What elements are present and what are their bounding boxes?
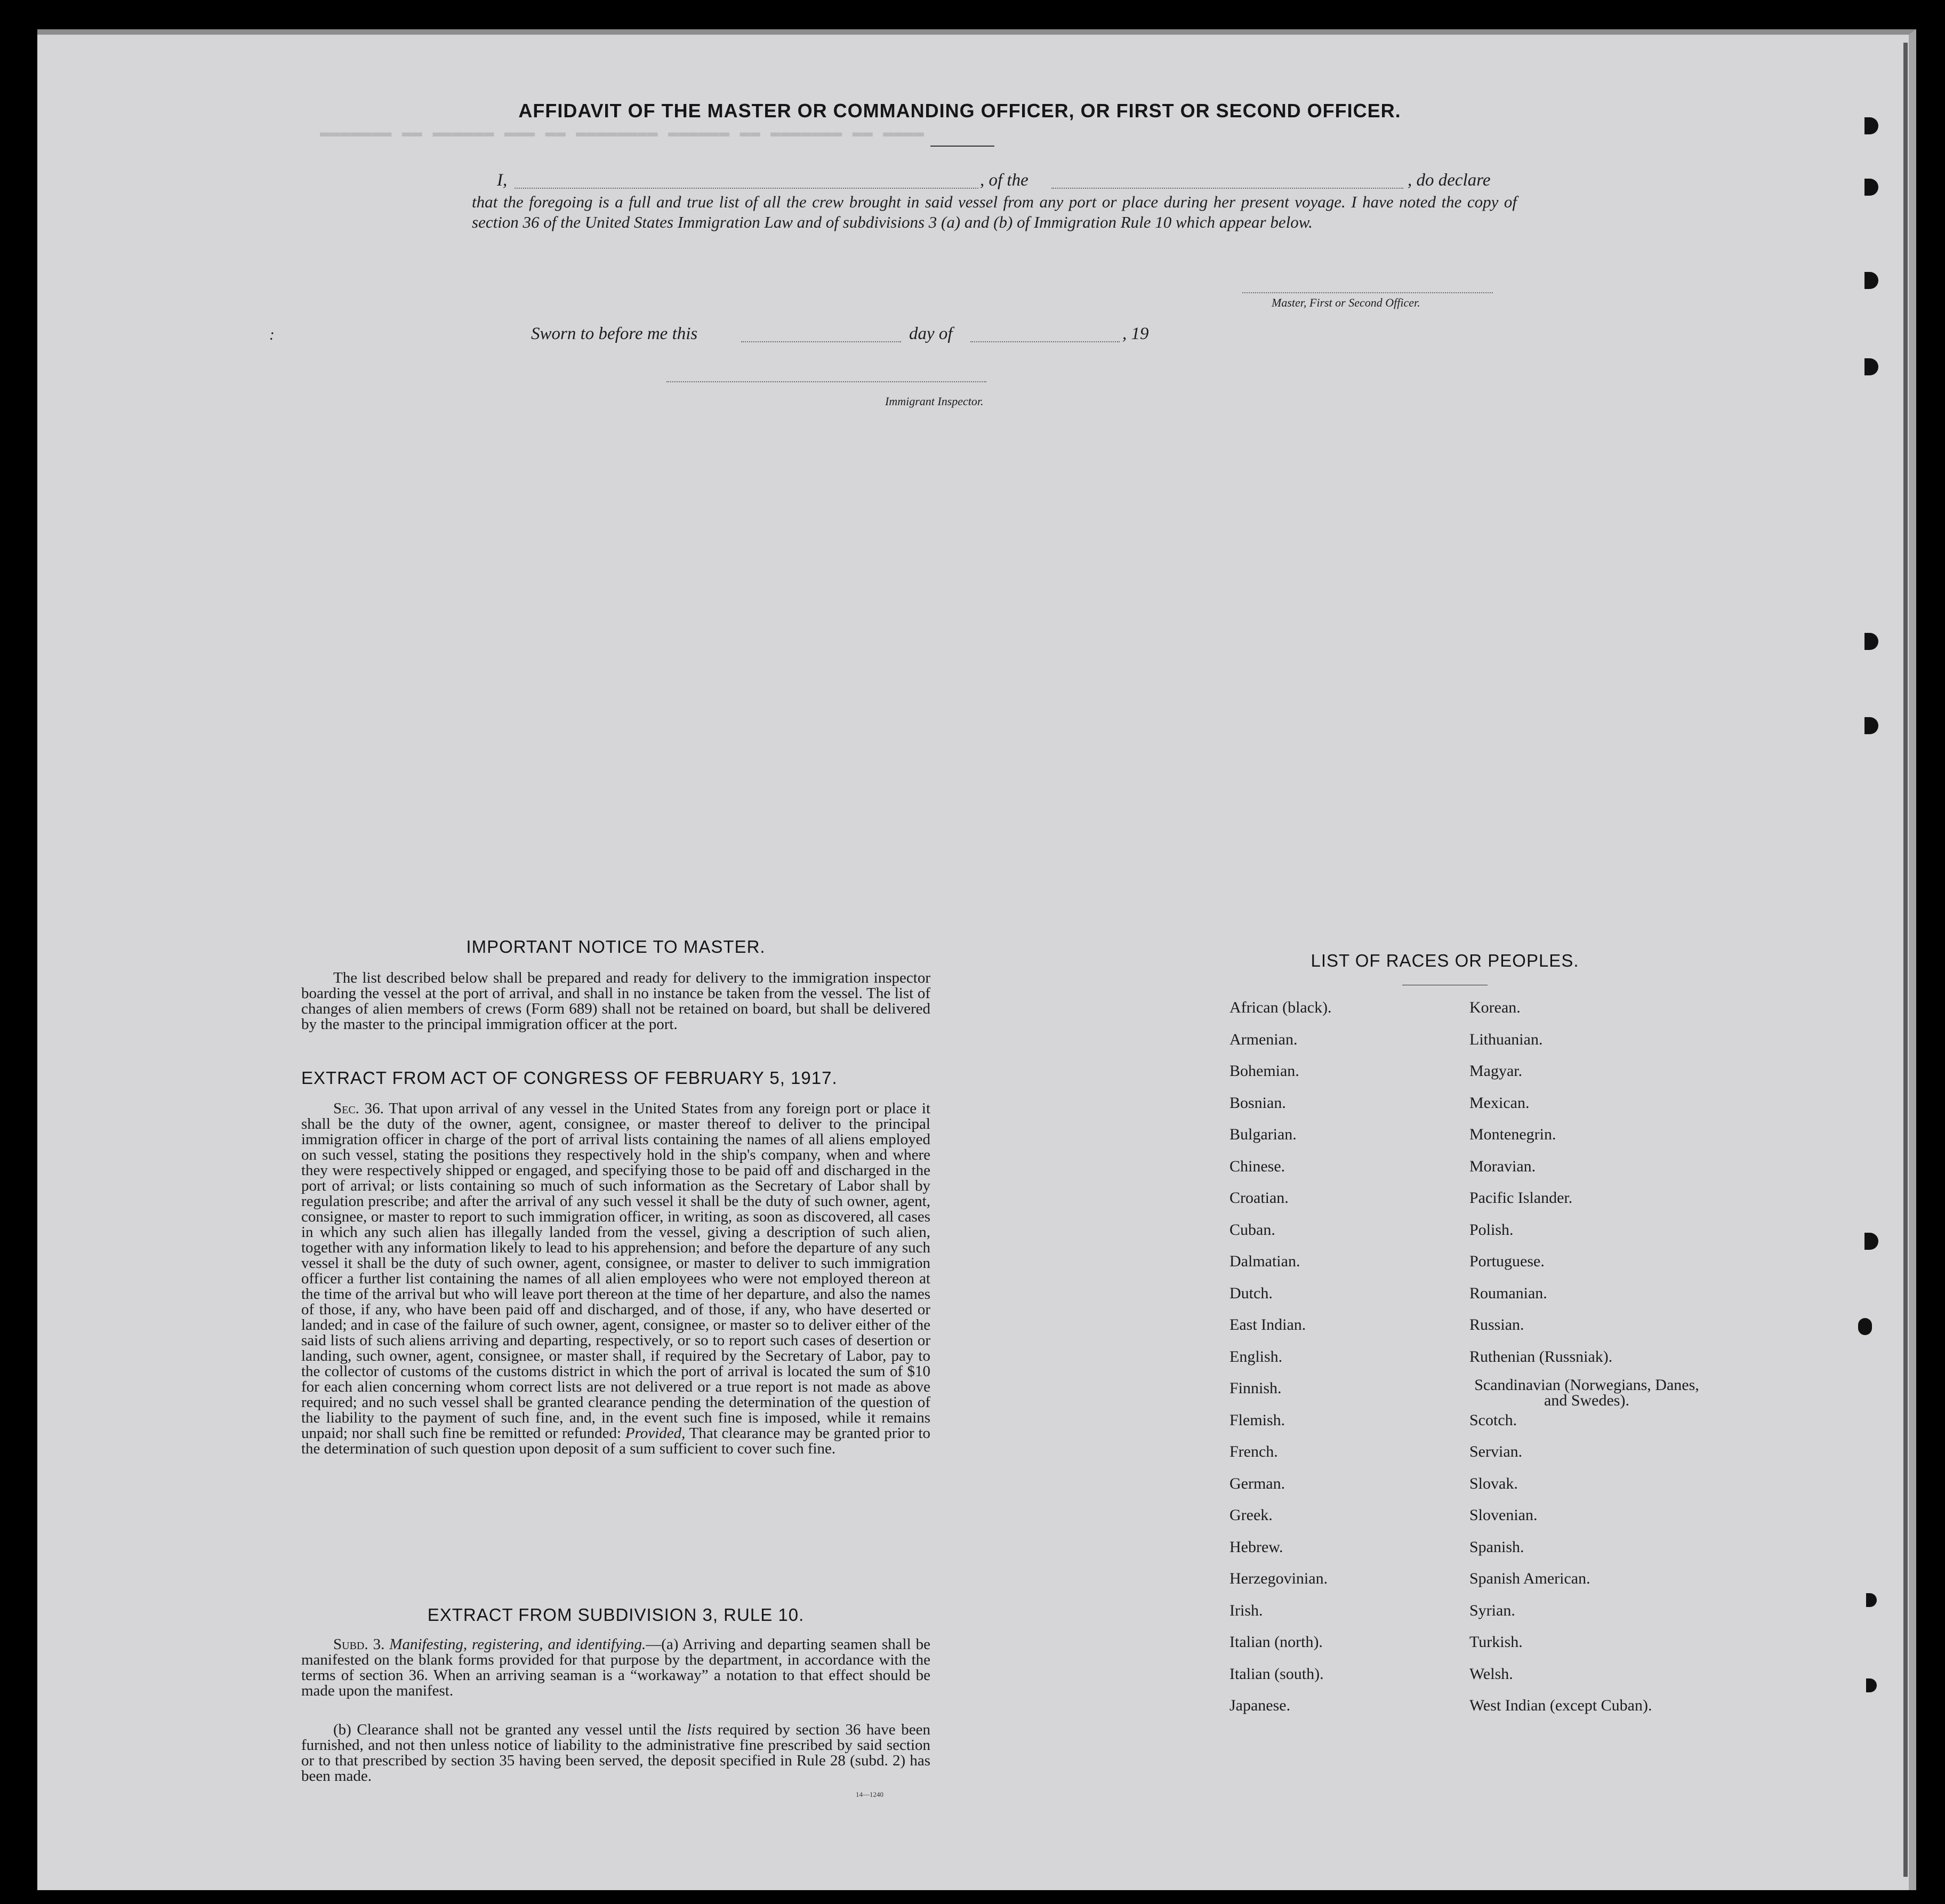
subd-heading: Manifesting, registering, and identifying. [389, 1636, 646, 1653]
race-item: Portuguese. [1469, 1252, 1545, 1270]
race-item: Bohemian. [1229, 1062, 1299, 1080]
race-item: Bulgarian. [1229, 1126, 1297, 1143]
race-item: Greek. [1229, 1506, 1273, 1524]
race-item: Roumanian. [1469, 1284, 1547, 1302]
race-item: Mexican. [1469, 1094, 1530, 1112]
affidavit-paragraph: that the foregoing is a full and true list of all the crew brought in said vessel from any port or place during her present voyage. I have noted the copy of section 36 of the United States Immigration Law and of subdivisions 3 (a) and (b) of Immigration Rule 10 which appear below. [472, 192, 1517, 231]
sec-36-label: Sec. 36. [333, 1100, 384, 1117]
subd-label: Subd. 3. [333, 1636, 385, 1653]
punch-hole [1858, 1318, 1872, 1335]
race-item: Herzegovinian. [1229, 1570, 1328, 1587]
race-item: Irish. [1229, 1601, 1263, 1619]
subd-para-a: —(a) Arriving and departing seamen shall be manifested on the blank forms provided for that purpose by the department, in accordance with the terms of section 36. When an arriving seaman is a “workaway” a notation to that effect should be made upon the manifest. [301, 1636, 930, 1699]
race-item: Finnish. [1229, 1379, 1282, 1397]
race-item: Cuban. [1229, 1220, 1275, 1239]
race-item: Pacific Islander. [1469, 1189, 1573, 1207]
race-item: Italian (north). [1229, 1633, 1323, 1651]
race-item: Ruthenian (Russniak). [1469, 1347, 1613, 1365]
race-item: Slovak. [1469, 1474, 1518, 1492]
race-item: Syrian. [1469, 1601, 1515, 1619]
inspector-label: Immigrant Inspector. [885, 395, 984, 408]
race-item: Croatian. [1229, 1189, 1289, 1207]
race-item: Flemish. [1229, 1411, 1285, 1429]
act-extract-title: EXTRACT FROM ACT OF CONGRESS OF FEBRUARY 5, 1917. [301, 1068, 838, 1088]
race-item: German. [1229, 1474, 1285, 1492]
race-item: West Indian (except Cuban). [1469, 1697, 1652, 1714]
lists-word: lists [687, 1721, 712, 1738]
race-item: Korean. [1469, 999, 1521, 1016]
title-divider [930, 146, 994, 147]
sworn-day-label: day of [909, 324, 953, 343]
notice-title: IMPORTANT NOTICE TO MASTER. [466, 937, 766, 957]
race-item: Dutch. [1229, 1284, 1273, 1302]
subd-para-b-start: (b) Clearance shall not be granted any vessel until the [333, 1721, 681, 1738]
race-item: Slovenian. [1469, 1506, 1538, 1524]
declarant-name-field[interactable] [515, 188, 978, 189]
race-item: Spanish American. [1469, 1570, 1590, 1587]
race-item: Turkish. [1469, 1633, 1523, 1651]
race-item: Magyar. [1469, 1062, 1523, 1080]
race-item: Welsh. [1469, 1665, 1513, 1683]
rule-para-b [301, 1722, 930, 1784]
race-item: Chinese. [1229, 1157, 1285, 1175]
sworn-month-field[interactable] [970, 341, 1120, 342]
race-item: Scotch. [1469, 1411, 1517, 1429]
sec-36-text-end: That clearance may be granted prior to the determination of such question upon deposit of a sum sufficient to cover such fine. [301, 1425, 930, 1457]
sworn-day-field[interactable] [741, 341, 901, 342]
race-item: Dalmatian. [1229, 1252, 1300, 1270]
race-item: Bosnian. [1229, 1094, 1286, 1112]
rule-para-a [301, 1637, 930, 1699]
race-item: Polish. [1469, 1220, 1514, 1239]
race-item: Moravian. [1469, 1157, 1536, 1175]
race-item: Italian (south). [1229, 1665, 1324, 1683]
declare-of-label: , of the [980, 171, 1028, 190]
race-item: Servian. [1469, 1443, 1523, 1460]
race-item: Lithuanian. [1469, 1030, 1543, 1048]
subd-para-b-end: required by section 36 have been furnished, and not then unless notice of liability to the administrative fine prescribed by said section or to that prescribed by section 35 having been served, the deposit specified in Rule 28 (subd. 2) has been made. [301, 1721, 931, 1785]
declare-do-label: , do declare [1408, 171, 1491, 190]
declare-i-label: I, [497, 171, 508, 190]
sworn-prefix-label: Sworn to before me this [531, 324, 698, 343]
race-item: Russian. [1469, 1316, 1524, 1333]
race-item: Japanese. [1229, 1697, 1291, 1714]
race-item: English. [1229, 1347, 1283, 1365]
master-signature-label: Master, First or Second Officer. [1272, 296, 1420, 309]
race-item: African (black). [1229, 999, 1332, 1016]
bleed-through-text: ▬▬▬▬ ▬▬ ▬▬▬▬▬▬▬ ▬▬ ▬▬▬▬▬▬ ▬▬▬▬▬▬▬▬ ▬▬ ▬▬▬ ▬▬▬▬▬▬ ▬▬ ▬▬▬▬▬▬▬ [320, 123, 924, 142]
race-item: East Indian. [1229, 1316, 1306, 1333]
master-signature-field[interactable] [1242, 292, 1493, 293]
race-item: Armenian. [1229, 1030, 1298, 1048]
notice-text: The list described below shall be prepared and ready for delivery to the immigration inspector boarding the vessel at the port of arrival, and shall in no instance be taken from the vessel. The list of changes of alien members of crews (Form 689) shall not be retained on board, but shall be delivered by the master to the principal immigration officer at the port. [301, 969, 930, 1033]
race-item: Scandinavian (Norwegians, Danes, and Swedes). [1474, 1376, 1699, 1409]
rule-extract-title: EXTRACT FROM SUBDIVISION 3, RULE 10. [427, 1605, 805, 1625]
race-item: French. [1229, 1443, 1278, 1460]
act-extract-text [301, 1101, 930, 1457]
affidavit-title: AFFIDAVIT OF THE MASTER OR COMMANDING OFFICER, OR FIRST OR SECOND OFFICER. [518, 100, 1401, 122]
inspector-signature-field[interactable] [666, 381, 986, 382]
form-code: 14—1240 [856, 1790, 883, 1798]
margin-mark: : [269, 326, 275, 343]
races-title: LIST OF RACES OR PEOPLES. [1311, 951, 1579, 970]
sheet-edge [1903, 43, 1908, 1877]
provided-word: Provided, [625, 1425, 686, 1442]
race-item: Spanish. [1469, 1538, 1524, 1556]
sworn-year-label: , 19 [1122, 324, 1149, 343]
race-item: Hebrew. [1229, 1538, 1283, 1556]
race-item: Montenegrin. [1469, 1126, 1556, 1143]
vessel-field[interactable] [1051, 188, 1403, 189]
sec-36-text: That upon arrival of any vessel in the United States from any foreign port or place it shall be the duty of the owner, agent, consignee, or master thereof to deliver to the principal immigration officer in charge of the port of arrival lists containing the names of all aliens employed on such vessel, stating the positions they respectively hold in the ship's company, when and where they were respectively shipped or engaged, and specifying those to be paid off and discharged in the port of arrival; or lists containing so much of such information as the Secretary of Labor shall by regulation prescribe; and after the arrival of any such vessel it shall be the duty of such owner, agent, consignee, or master to report to such immigration officer, in writing, as soon as discovered, all cases in which any such alien has illegally landed from the vessel, giving a description of such alien, together with any information likely to lead to his apprehension; and before the departure of any such vessel it shall be the duty of such owner, agent, consignee, or master to deliver to such immigration officer a further list containing the names of all alien employees who were not employed thereon at the time of the arrival but who will leave port thereon at the time of her departure, and also the names of those, if any, who have been paid off and discharged, and of those, if any, who have deserted or landed; and in case of the failure of such owner, agent, consignee, or master so to deliver either of the said lists of such aliens arriving and departing, respectively, or so to report such cases of desertion or landing, such owner, agent, consignee, or master shall, if required by the Secretary of Labor, pay to the collector of customs of the customs district in which the port of arrival is located the sum of $10 for each alien concerning whom correct lists are not delivered or a true report is not made as above required; and no such vessel shall be granted clearance pending the determination of the question of the liability to the payment of such fine, and, in the event such fine is imposed, while it remains unpaid; nor shall such fine be remitted or refunded: [301, 1100, 931, 1442]
